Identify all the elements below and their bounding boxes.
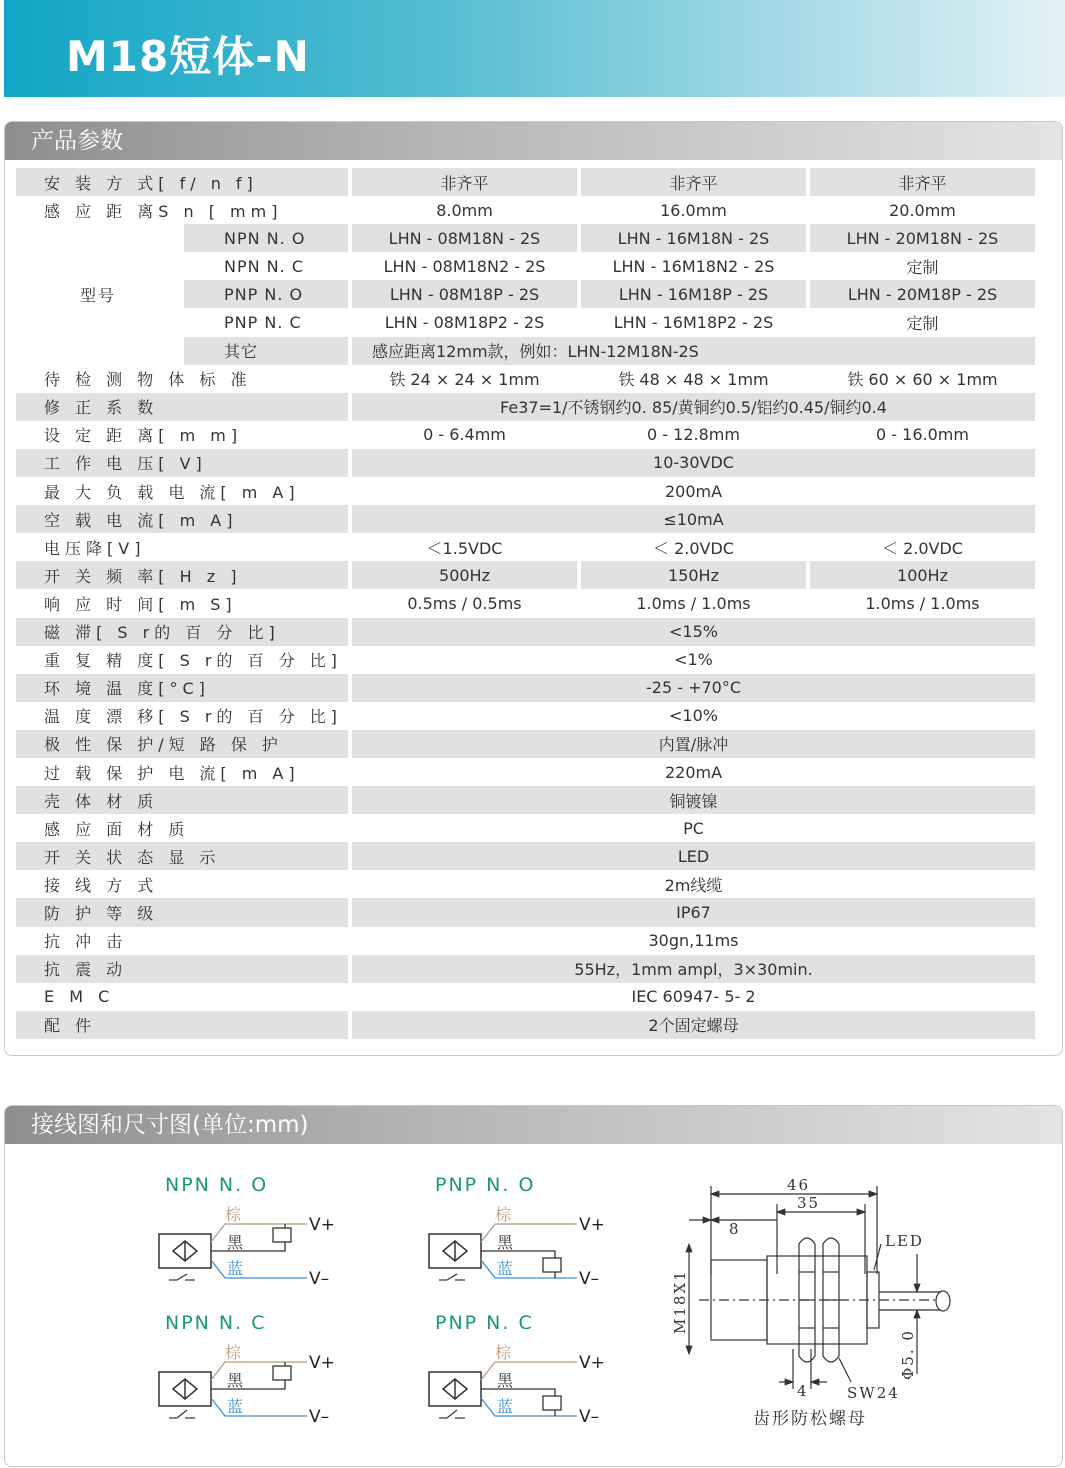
wire-black-label: 黑 <box>227 1233 244 1252</box>
spec-table <box>12 168 1039 1039</box>
model-type: NPN N. C <box>224 256 304 276</box>
spec-value: PC <box>683 818 704 838</box>
spec-value: <1% <box>674 650 713 670</box>
spec-row <box>16 870 1035 898</box>
spec-value: LED <box>352 842 1035 870</box>
v-minus-label: V– <box>579 1269 600 1289</box>
spec-value: 150Hz <box>581 561 806 589</box>
spec-label: 开 关 状 态 显 示 <box>16 842 348 870</box>
spec-row <box>16 1011 1035 1039</box>
wire-blue <box>481 1398 577 1416</box>
spec-row <box>16 646 1035 674</box>
spec-row <box>16 983 1035 1011</box>
spec-label: 设 定 距 离[ m m] <box>44 426 243 446</box>
wire-black-label: 黑 <box>227 1371 244 1390</box>
spec-value: 10-30VDC <box>352 449 1035 477</box>
spec-panel-title: 产品参数 <box>5 122 1062 160</box>
wiring-title: NPN N. C <box>165 1312 267 1334</box>
switch-contact <box>447 1410 457 1418</box>
spec-value: -25 - +70°C <box>352 674 1035 702</box>
wire-brown <box>481 1224 577 1242</box>
spec-row <box>16 730 1035 758</box>
spec-label: 待 检 测 物 体 标 准 <box>44 370 252 390</box>
spec-value: 非齐平 <box>810 168 1035 196</box>
model-type: NPN N. O <box>184 224 348 252</box>
v-minus-label: V– <box>579 1407 600 1427</box>
model-value: LHN - 08M18N2 - 2S <box>383 256 546 276</box>
dim-4: 4 <box>797 1382 809 1400</box>
switch-contact <box>177 1410 187 1418</box>
wire-blue-label: 蓝 <box>497 1259 514 1278</box>
model-value: LHN - 16M18N - 2S <box>581 224 806 252</box>
spec-label: 安 装 方 式[ f/ n f] <box>16 168 348 196</box>
wiring-diagram <box>425 1340 625 1450</box>
spec-value: 30gn,11ms <box>648 931 739 951</box>
spec-value: 0 - 6.4mm <box>423 425 506 445</box>
spec-label: 抗 震 动 <box>16 955 348 983</box>
cable-end <box>936 1291 950 1311</box>
spec-value: IP67 <box>352 898 1035 926</box>
v-minus-label: V– <box>309 1269 330 1289</box>
spec-row <box>16 196 1035 224</box>
spec-row <box>16 955 1035 983</box>
spec-row <box>16 674 1035 702</box>
wire-blue-label: 蓝 <box>227 1259 244 1278</box>
spec-label: 磁 滞[ S r的 百 分 比] <box>16 618 348 646</box>
v-plus-label: V+ <box>309 1215 335 1235</box>
wire-brown <box>211 1224 307 1242</box>
wire-blue <box>481 1260 577 1278</box>
spec-value: ≤10mA <box>352 505 1035 533</box>
wire-brown-label: 棕 <box>225 1205 242 1224</box>
spec-row <box>16 927 1035 955</box>
model-value: 定制 <box>906 257 939 277</box>
load-box <box>543 1258 561 1272</box>
model-type: 其它 <box>184 337 348 365</box>
dim-46: 46 <box>787 1176 811 1194</box>
wire-blue <box>211 1260 307 1278</box>
spec-value: 铁 24 × 24 × 1mm <box>389 370 540 390</box>
spec-value: ＜1.5VDC <box>426 538 503 558</box>
wire-blue-label: 蓝 <box>497 1397 514 1416</box>
model-value: LHN - 16M18P2 - 2S <box>613 313 774 333</box>
spec-value: Fe37=1/不锈钢约0. 85/黄铜约0.5/铝约0.45/铜约0.4 <box>352 393 1035 421</box>
wire-brown <box>211 1362 307 1380</box>
load-box <box>273 1228 291 1242</box>
page-title: M18短体-N <box>66 32 310 81</box>
wire-brown-label: 棕 <box>225 1343 242 1362</box>
spec-value: 0 - 12.8mm <box>647 425 740 445</box>
sw-label: SW24 <box>847 1384 900 1402</box>
spec-value: 非齐平 <box>581 168 806 196</box>
dim-8: 8 <box>729 1220 741 1238</box>
spec-label: 抗 冲 击 <box>44 932 128 952</box>
model-type: PNP N. O <box>184 280 348 308</box>
nut-caption: 齿形防松螺母 <box>753 1409 867 1429</box>
spec-value: <10% <box>669 706 718 726</box>
spec-row <box>16 421 1035 449</box>
spec-value: 20.0mm <box>889 200 956 220</box>
model-value: LHN - 16M18P - 2S <box>581 280 806 308</box>
spec-value: 100Hz <box>810 561 1035 589</box>
model-value: LHN - 20M18N - 2S <box>810 224 1035 252</box>
model-value: 感应距离12mm款，例如：LHN-12M18N-2S <box>352 337 1035 365</box>
wire-brown <box>481 1362 577 1380</box>
model-label: 型号 <box>16 224 180 364</box>
model-value: LHN - 08M18P2 - 2S <box>384 313 545 333</box>
spec-label: 开 关 频 率[ H z ] <box>16 561 348 589</box>
cable-dia-label: Φ5. 0 <box>899 1329 917 1380</box>
dim-35: 35 <box>797 1194 821 1212</box>
spec-label: 工 作 电 压[ V] <box>16 449 348 477</box>
sw-leader <box>839 1358 851 1382</box>
spec-row <box>16 842 1035 870</box>
spec-value: 500Hz <box>352 561 577 589</box>
spec-value: 0 - 16.0mm <box>876 425 969 445</box>
wire-brown-label: 棕 <box>495 1343 512 1362</box>
spec-label: 环 境 温 度[°C] <box>16 674 348 702</box>
thread-label: M18X1 <box>671 1269 689 1334</box>
spec-row <box>16 365 1035 393</box>
wiring-panel-unit: (单位:mm) <box>192 1112 309 1138</box>
spec-row <box>16 702 1035 730</box>
v-minus-label: V– <box>309 1407 330 1427</box>
wire-black-label: 黑 <box>497 1371 514 1390</box>
spec-row <box>16 533 1035 561</box>
spec-row <box>16 168 1035 196</box>
spec-row <box>16 393 1035 421</box>
wiring-panel <box>4 1105 1063 1467</box>
spec-row <box>16 814 1035 842</box>
v-plus-label: V+ <box>579 1215 605 1235</box>
wire-black <box>211 1380 285 1389</box>
switch-contact <box>447 1274 457 1280</box>
spec-value: 1.0ms / 1.0ms <box>636 593 751 613</box>
wiring-diagram <box>425 1202 625 1312</box>
spec-label: 重 复 精 度[ S r的 百 分 比] <box>44 651 342 671</box>
wire-black-label: 黑 <box>497 1233 514 1252</box>
page-header <box>4 0 1065 97</box>
spec-row <box>16 477 1035 505</box>
load-box <box>543 1396 561 1410</box>
spec-value: 铁 48 × 48 × 1mm <box>618 370 769 390</box>
model-value: LHN - 08M18N - 2S <box>352 224 577 252</box>
load-box <box>273 1366 291 1380</box>
spec-value: <15% <box>352 618 1035 646</box>
spec-value: 1.0ms / 1.0ms <box>865 593 980 613</box>
spec-row <box>16 786 1035 814</box>
spec-label: 壳 体 材 质 <box>16 786 348 814</box>
wiring-title: PNP N. O <box>435 1174 536 1196</box>
wire-blue <box>211 1398 307 1416</box>
model-value: 定制 <box>906 314 939 334</box>
model-value: LHN - 08M18P - 2S <box>352 280 577 308</box>
wire-black <box>211 1242 285 1251</box>
v-plus-label: V+ <box>309 1353 335 1373</box>
wire-black <box>481 1251 555 1258</box>
model-value: LHN - 16M18N2 - 2S <box>612 256 775 276</box>
spec-value: 55Hz，1mm ampl，3×30min. <box>352 955 1035 983</box>
spec-row <box>16 618 1035 646</box>
wire-blue-label: 蓝 <box>227 1397 244 1416</box>
spec-label: 感 应 面 材 质 <box>44 819 190 839</box>
spec-row <box>16 449 1035 477</box>
spec-row <box>16 561 1035 589</box>
spec-value: 铜镀镍 <box>352 786 1035 814</box>
spec-label: E M C <box>44 987 115 1007</box>
spec-label: 温 度 漂 移[ S r的 百 分 比] <box>44 707 342 727</box>
spec-value: 16.0mm <box>660 200 727 220</box>
spec-value: 8.0mm <box>436 200 493 220</box>
spec-value: 铁 60 × 60 × 1mm <box>847 370 998 390</box>
spec-value: 200mA <box>664 481 723 501</box>
wiring-panel-heading: 接线图和尺寸图 <box>31 1112 192 1138</box>
spec-label: 电压降[V] <box>44 538 146 558</box>
wiring-title: PNP N. C <box>435 1312 534 1334</box>
spec-value: 220mA <box>664 762 723 782</box>
spec-label: 配 件 <box>16 1011 348 1039</box>
wire-brown-label: 棕 <box>495 1205 512 1224</box>
dimension-drawing <box>669 1174 969 1434</box>
wiring-panel-title <box>5 1106 1062 1144</box>
spec-label: 感 应 距 离S n [ mm] <box>44 201 283 221</box>
spec-label: 修 正 系 数 <box>16 393 348 421</box>
spec-value: ＜ 2.0VDC <box>653 538 734 558</box>
spec-label: 接 线 方 式 <box>44 875 159 895</box>
spec-value: IEC 60947- 5- 2 <box>631 987 756 1007</box>
wire-black <box>481 1389 555 1396</box>
spec-row <box>16 898 1035 926</box>
switch-contact <box>177 1274 187 1280</box>
model-value: LHN - 20M18P - 2S <box>810 280 1035 308</box>
wiring-diagram <box>155 1340 355 1450</box>
spec-label: 响 应 时 间[ m S] <box>44 594 237 614</box>
spec-label: 空 载 电 流[ m A] <box>16 505 348 533</box>
wiring-diagram <box>155 1202 355 1312</box>
spec-value: 内置/脉冲 <box>352 730 1035 758</box>
v-plus-label: V+ <box>579 1353 605 1373</box>
spec-value: ＜ 2.0VDC <box>882 538 963 558</box>
spec-row <box>16 589 1035 617</box>
spec-row <box>16 505 1035 533</box>
spec-panel <box>4 121 1063 1056</box>
spec-value: 2m线缆 <box>664 875 723 895</box>
spec-label: 过 载 保 护 电 流[ m A] <box>44 763 300 783</box>
spec-value: 0.5ms / 0.5ms <box>407 593 522 613</box>
spec-row <box>16 758 1035 786</box>
model-type: PNP N. C <box>224 313 302 333</box>
spec-value: 非齐平 <box>352 168 577 196</box>
spec-label: 防 护 等 级 <box>16 898 348 926</box>
spec-label: 极 性 保 护/短 路 保 护 <box>16 730 348 758</box>
wiring-title: NPN N. O <box>165 1174 269 1196</box>
led-label: LED <box>885 1232 924 1250</box>
spec-value: 2个固定螺母 <box>352 1011 1035 1039</box>
model-row <box>16 224 1035 252</box>
spec-label: 最 大 负 载 电 流[ m A] <box>44 482 300 502</box>
